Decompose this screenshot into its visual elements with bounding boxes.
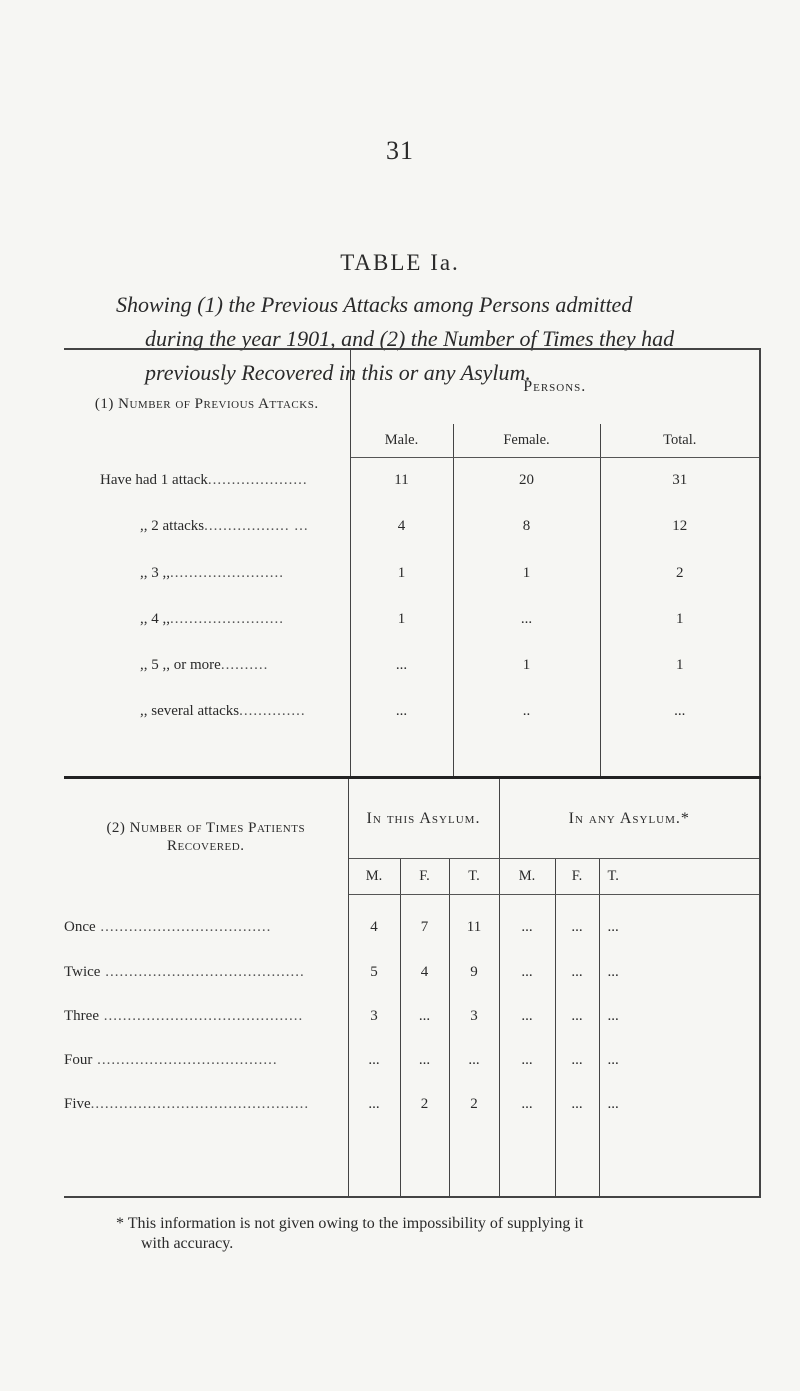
cell-value: 5: [370, 963, 378, 980]
row-label: ,, 2 attacks.................. ...: [64, 504, 350, 550]
row-label: ,, 5 ,, or more..........: [64, 643, 350, 689]
table-row: [64, 643, 760, 689]
cell-value: ...: [499, 894, 555, 950]
cell-value: 4: [370, 919, 378, 936]
row-label: Five..............................................: [64, 1082, 348, 1126]
table-row: [64, 994, 760, 1038]
cell-value: 2: [600, 550, 760, 596]
col-total: Total.: [600, 424, 760, 457]
col-f: F.: [400, 859, 449, 895]
row-label: ,, 4 ,,........................: [64, 596, 350, 642]
cell-value: 1: [397, 610, 406, 627]
cell-value: ...: [555, 1082, 599, 1126]
row-label: Have had 1 attack.....................: [64, 457, 350, 504]
table-row: [64, 596, 760, 642]
stub-header: (1) Number of Previous Attacks.: [64, 349, 350, 457]
table-row: [64, 457, 760, 504]
subtitle-line-1: Showing (1) the Previous Attacks among Persons admitted: [116, 292, 633, 317]
footnote: [116, 1214, 796, 1254]
cell-value: 20: [453, 457, 600, 504]
subtitle-line-3: previously Recovered in this or any Asylum.: [145, 360, 531, 385]
cell-value: ...: [499, 994, 555, 1038]
cell-value: ..: [453, 689, 600, 735]
cell-value: ...: [368, 1051, 380, 1068]
cell-value: ...: [599, 1082, 760, 1126]
cell-value: 8: [453, 504, 600, 550]
cell-value: ...: [453, 596, 600, 642]
cell-value: 3: [370, 1007, 378, 1024]
cell-value: 1: [453, 550, 600, 596]
row-label: Four ......................................: [64, 1038, 348, 1082]
persons-header: Persons.: [523, 378, 587, 396]
cell-value: ...: [499, 1082, 555, 1126]
cell-value: ...: [600, 689, 760, 735]
cell-value: ...: [555, 894, 599, 950]
cell-value: ...: [395, 657, 408, 674]
cell-value: ...: [499, 1038, 555, 1082]
cell-value: 2: [449, 1082, 499, 1126]
row-label: Once ....................................: [64, 894, 348, 950]
cell-value: 1: [600, 643, 760, 689]
row-label: ,, 3 ,,........................: [64, 550, 350, 596]
cell-value: ...: [555, 950, 599, 994]
cell-value: ...: [555, 1038, 599, 1082]
cell-value: 2: [400, 1082, 449, 1126]
col-f: F.: [555, 859, 599, 895]
cell-value: 7: [400, 894, 449, 950]
cell-value: 1: [397, 564, 406, 581]
in-this-asylum-header: In this Asylum.: [348, 778, 499, 859]
recoveries-table: [64, 776, 761, 1198]
cell-value: 11: [394, 472, 409, 489]
table-row: [64, 1082, 760, 1126]
cell-value: 11: [449, 894, 499, 950]
cell-value: 4: [400, 950, 449, 994]
table-row: [64, 894, 760, 950]
col-t: T.: [449, 859, 499, 895]
col-male: Male.: [350, 424, 453, 457]
cell-value: ...: [599, 950, 760, 994]
col-m: M.: [499, 859, 555, 895]
cell-value: ...: [599, 994, 760, 1038]
col-t: T.: [599, 859, 760, 895]
cell-value: ...: [395, 703, 408, 720]
cell-value: ...: [368, 1095, 380, 1112]
table-row: [64, 504, 760, 550]
cell-value: 1: [453, 643, 600, 689]
stub-header: (2) Number of Times Patients Recovered.: [64, 778, 348, 895]
cell-value: 31: [600, 457, 760, 504]
row-label: ,, several attacks..............: [64, 689, 350, 735]
table-row: [64, 550, 760, 596]
cell-value: ...: [499, 950, 555, 994]
previous-attacks-table: [64, 348, 761, 776]
cell-value: 4: [397, 518, 406, 535]
cell-value: ...: [400, 994, 449, 1038]
cell-value: 3: [449, 994, 499, 1038]
col-m: M.: [348, 859, 400, 895]
footnote-line-2: with accuracy.: [141, 1235, 234, 1252]
cell-value: ...: [400, 1038, 449, 1082]
row-label: Three ..........................................: [64, 994, 348, 1038]
col-female: Female.: [453, 424, 600, 457]
table-row: [64, 950, 760, 994]
cell-value: ...: [599, 894, 760, 950]
table-row: [64, 689, 760, 735]
cell-value: 9: [449, 950, 499, 994]
cell-value: ...: [555, 994, 599, 1038]
page-number: 31: [386, 136, 414, 165]
table-row: [64, 1038, 760, 1082]
table-title: TABLE Ia.: [340, 250, 460, 275]
footnote-line-1: * This information is not given owing to the impossibility of supplying it: [116, 1215, 584, 1232]
cell-value: ...: [599, 1038, 760, 1082]
cell-value: 12: [600, 504, 760, 550]
row-label: Twice ..........................................: [64, 950, 348, 994]
subtitle-line-2: during the year 1901, and (2) the Number of Times they had: [145, 326, 675, 351]
cell-value: 1: [600, 596, 760, 642]
in-any-asylum-header: In any Asylum.*: [499, 778, 760, 859]
cell-value: ...: [449, 1038, 499, 1082]
